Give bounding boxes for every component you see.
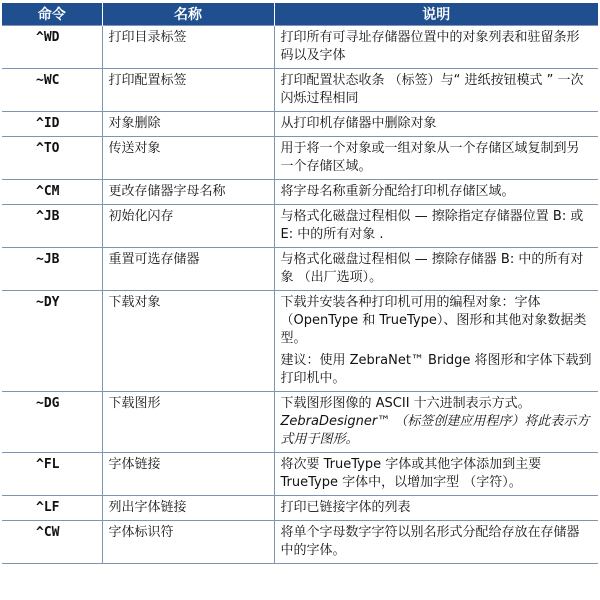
description-text: 从打印机存储器中删除对象 [280, 116, 437, 131]
description-text: 打印已链接字体的列表 [280, 500, 411, 515]
name-cell: 更改存储器字母名称 [102, 180, 274, 205]
command-cell: ^JB [2, 205, 102, 248]
description-cell [274, 496, 598, 521]
table-row [2, 112, 598, 137]
header-description: 说明 [274, 3, 598, 26]
description-text: 打印所有可寻址存储器位置中的对象列表和驻留条形码以及字体 [280, 30, 580, 63]
command-cell: ^ID [2, 112, 102, 137]
name-cell: 下载对象 [102, 291, 274, 392]
name-cell: 列出字体链接 [102, 496, 274, 521]
name-cell: 字体标识符 [102, 521, 274, 564]
table-row [2, 180, 598, 205]
command-cell: ^FL [2, 453, 102, 496]
table-row [2, 291, 598, 392]
description-text: 与格式化磁盘过程相似 — 擦除存储器 B: 中的所有对象 （出厂选项）。 [280, 252, 584, 285]
description-cell [274, 26, 598, 69]
description-cell [274, 137, 598, 180]
description-cell [274, 521, 598, 564]
command-cell: ^LF [2, 496, 102, 521]
description-text: 下载并安装各种打印机可用的编程对象：字体 （OpenType 和 TrueType）、图形和其他对象数据类型。 [280, 295, 587, 346]
description-text: 将单个字母数字字符以别名形式分配给存放在存储器中的字体。 [280, 525, 580, 558]
description-cell [274, 69, 598, 112]
name-cell: 字体链接 [102, 453, 274, 496]
description-cell [274, 112, 598, 137]
description-note: 建议：使用 ZebraNet™ Bridge 将图形和字体下载到打印机中。 [280, 353, 592, 386]
description-cell [274, 180, 598, 205]
command-cell: ~JB [2, 248, 102, 291]
name-cell: 对象删除 [102, 112, 274, 137]
name-cell: 下载图形 [102, 392, 274, 453]
command-cell: ^CW [2, 521, 102, 564]
description-text: 与格式化磁盘过程相似 — 擦除指定存储器位置 B: 或 E: 中的所有对象 . [280, 209, 584, 242]
description-cell [274, 392, 598, 453]
table-row [2, 392, 598, 453]
command-cell: ^TO [2, 137, 102, 180]
header-name: 名称 [102, 3, 274, 26]
command-table [2, 3, 598, 564]
table-row [2, 137, 598, 180]
table-header-row [2, 3, 598, 26]
name-cell: 重置可选存储器 [102, 248, 274, 291]
name-cell: 打印目录标签 [102, 26, 274, 69]
command-cell: ^WD [2, 26, 102, 69]
command-cell: ^CM [2, 180, 102, 205]
name-cell: 打印配置标签 [102, 69, 274, 112]
table-row [2, 26, 598, 69]
table-row [2, 496, 598, 521]
description-text: 打印配置状态收条 （标签）与“ 进纸按钮模式 ” 一次闪烁过程相同 [280, 73, 584, 106]
header-command: 命令 [2, 3, 102, 26]
description-text: 用于将一个对象或一组对象从一个存储区域复制到另一个存储区域。 [280, 141, 580, 174]
command-cell: ~DG [2, 392, 102, 453]
table-row [2, 205, 598, 248]
description-cell [274, 453, 598, 496]
description-cell [274, 248, 598, 291]
command-cell: ~WC [2, 69, 102, 112]
table-row [2, 521, 598, 564]
description-text: 将次要 TrueType 字体或其他字体添加到主要 TrueType 字体中，以增加字型 （字符）。 [280, 457, 542, 490]
command-table-container [2, 3, 598, 564]
command-cell: ~DY [2, 291, 102, 392]
table-row [2, 69, 598, 112]
table-row [2, 453, 598, 496]
description-text: 将字母名称重新分配给打印机存储区域。 [280, 184, 515, 199]
description-italic-note: ZebraDesigner™ （标签创建应用程序）将此表示方式用于图形。 [280, 414, 590, 447]
description-cell [274, 291, 598, 392]
description-cell [274, 205, 598, 248]
table-row [2, 248, 598, 291]
description-text: 下载图形图像的 ASCII 十六进制表示方式。 [280, 396, 531, 411]
name-cell: 传送对象 [102, 137, 274, 180]
name-cell: 初始化闪存 [102, 205, 274, 248]
